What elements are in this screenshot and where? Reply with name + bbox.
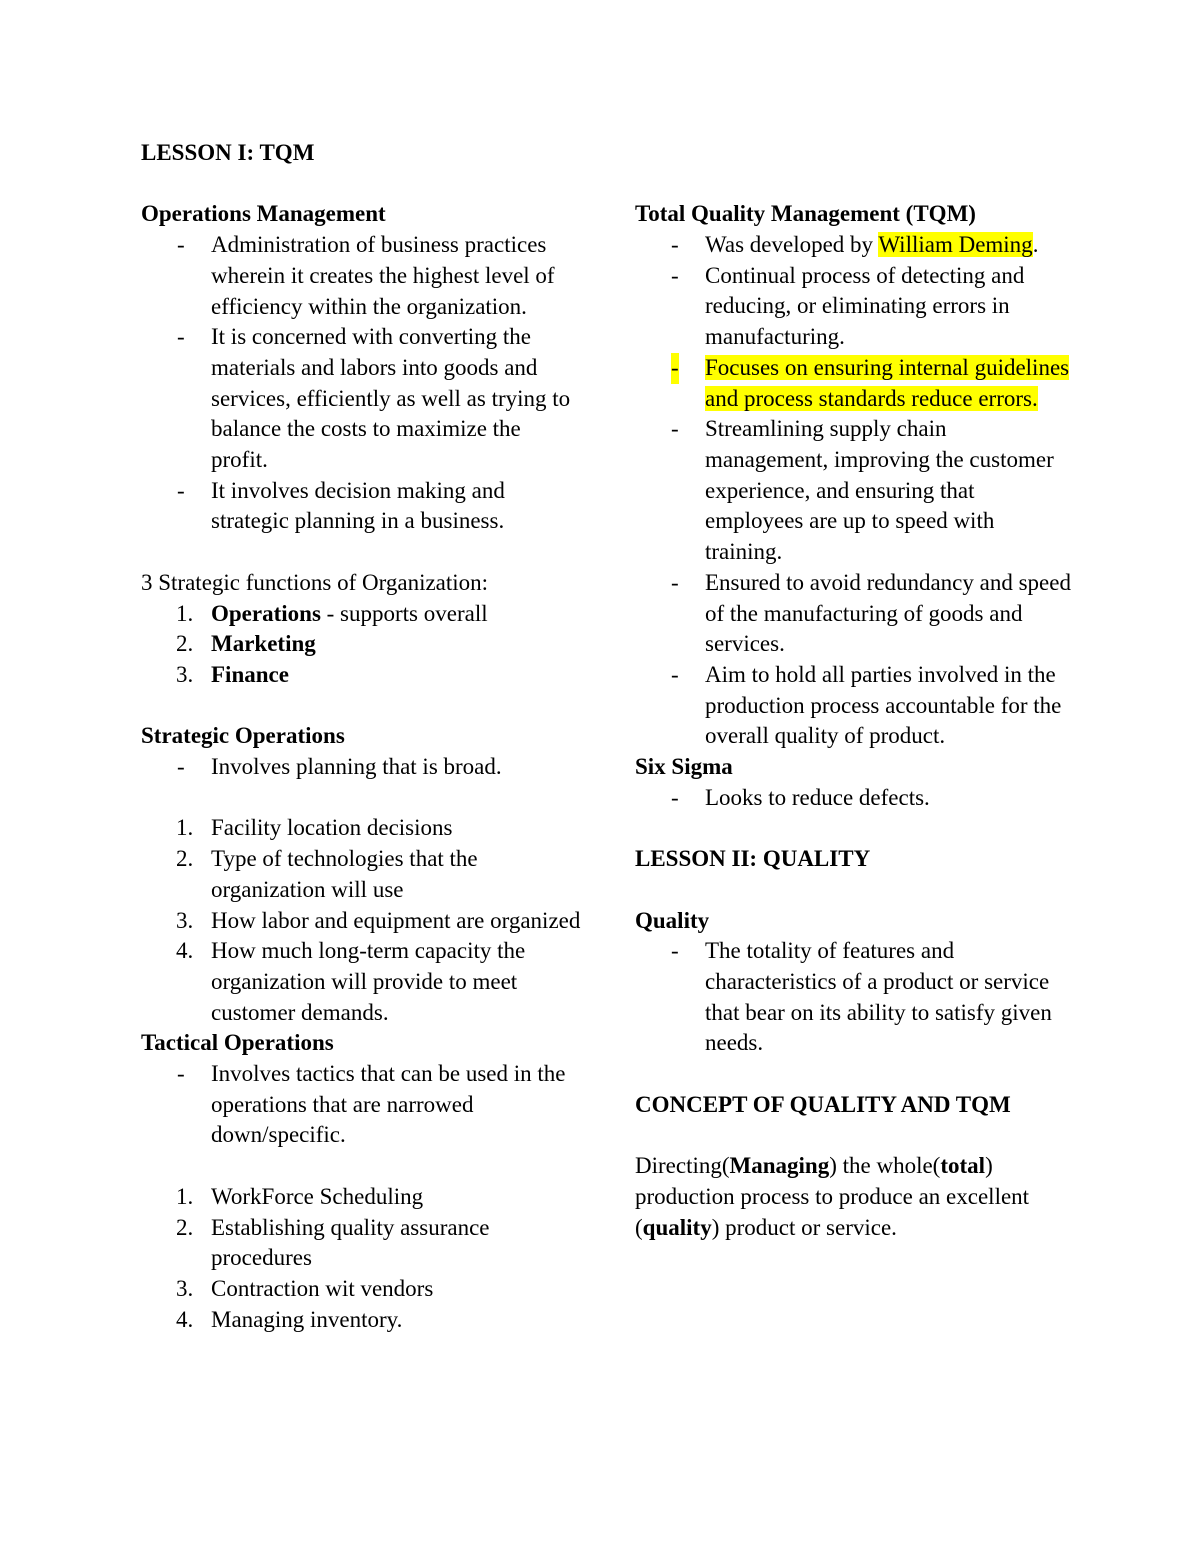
right-column: [635, 138, 1075, 1243]
tactical-operations-bullets: [141, 1059, 581, 1151]
section-heading-tqm: Total Quality Management (TQM): [635, 201, 976, 227]
list-item: 4. How much long-term capacity the organization will provide to meet customer demands.: [176, 938, 526, 1025]
section-heading-operations-management: Operations Management: [141, 201, 386, 227]
strategic-functions-list: [141, 599, 581, 691]
strategic-operations-bullets: [141, 752, 581, 783]
section-heading-six-sigma: Six Sigma: [635, 754, 733, 780]
lesson-ii-title: LESSON II: QUALITY: [635, 846, 871, 872]
tqm-bullets: [635, 230, 1075, 752]
list-item: - It is concerned with converting the materials and labors into goods and services, efficiently as well as trying to balance the costs to maximize the profit.: [177, 324, 571, 473]
list-item: - Administration of business practices wherein it creates the highest level of efficiency within the organization.: [177, 232, 555, 319]
section-heading-quality: Quality: [635, 907, 710, 933]
section-heading-strategic-operations: Strategic Operations: [141, 723, 345, 749]
list-item: - Ensured to avoid redundancy and speed of the manufacturing of goods and services.: [671, 569, 1071, 657]
operations-management-bullets: [141, 230, 581, 537]
list-item: 3. Finance: [176, 661, 289, 687]
highlighted-text: William Deming: [878, 232, 1033, 258]
list-item: - Streamlining supply chain management, improving the customer experience, and ensuring that employees are up to speed with training.: [671, 416, 1054, 565]
list-item: - Continual process of detecting and reducing, or eliminating errors in manufacturing.: [671, 262, 1025, 350]
list-item: - Focuses on ensuring internal guidelines and process standards reduce errors.: [671, 354, 1070, 411]
list-item: - Involves tactics that can be used in the operations that are narrowed down/specific.: [177, 1061, 566, 1148]
list-item: 1. Operations - supports overall: [176, 600, 488, 626]
list-item: 2. Establishing quality assurance procedures: [176, 1214, 490, 1271]
section-heading-concept: CONCEPT OF QUALITY AND TQM: [635, 1091, 1011, 1117]
section-heading-tactical-operations: Tactical Operations: [141, 1030, 334, 1056]
strategic-operations-list: [141, 813, 581, 1028]
tactical-operations-list: [141, 1182, 581, 1336]
list-item: - Aim to hold all parties involved in the production process accountable for the overall quality of product.: [671, 661, 1062, 749]
highlighted-text: Focuses on ensuring internal guidelines and process standards reduce errors.: [705, 354, 1070, 411]
list-item: 3. Contraction wit vendors: [176, 1275, 434, 1301]
list-item: 2. Type of technologies that the organization will use: [176, 846, 478, 902]
list-item: - Looks to reduce defects.: [671, 784, 930, 810]
functions-intro: 3 Strategic functions of Organization:: [141, 569, 489, 595]
left-column: [141, 138, 581, 1335]
quality-bullets: [635, 936, 1075, 1059]
list-item: 1. Facility location decisions: [176, 815, 453, 841]
list-item: - The totality of features and characteristics of a product or service that bear on its ability to satisfy given needs.: [671, 938, 1052, 1056]
list-item: - Involves planning that is broad.: [177, 754, 502, 780]
concept-paragraph: Directing(Managing) the whole(total) production process to produce an excellent (quality) product or service.: [635, 1153, 1030, 1240]
list-item: 3. How labor and equipment are organized: [176, 907, 581, 933]
list-item: 1. WorkForce Scheduling: [176, 1183, 424, 1209]
six-sigma-bullets: [635, 783, 1075, 814]
list-item: - Was developed by William Deming.: [671, 232, 1039, 258]
list-item: 4. Managing inventory.: [176, 1306, 403, 1332]
list-item: - It involves decision making and strategic planning in a business.: [177, 477, 505, 534]
lesson-title: LESSON I: TQM: [141, 140, 315, 165]
list-item: 2. Marketing: [176, 631, 316, 657]
